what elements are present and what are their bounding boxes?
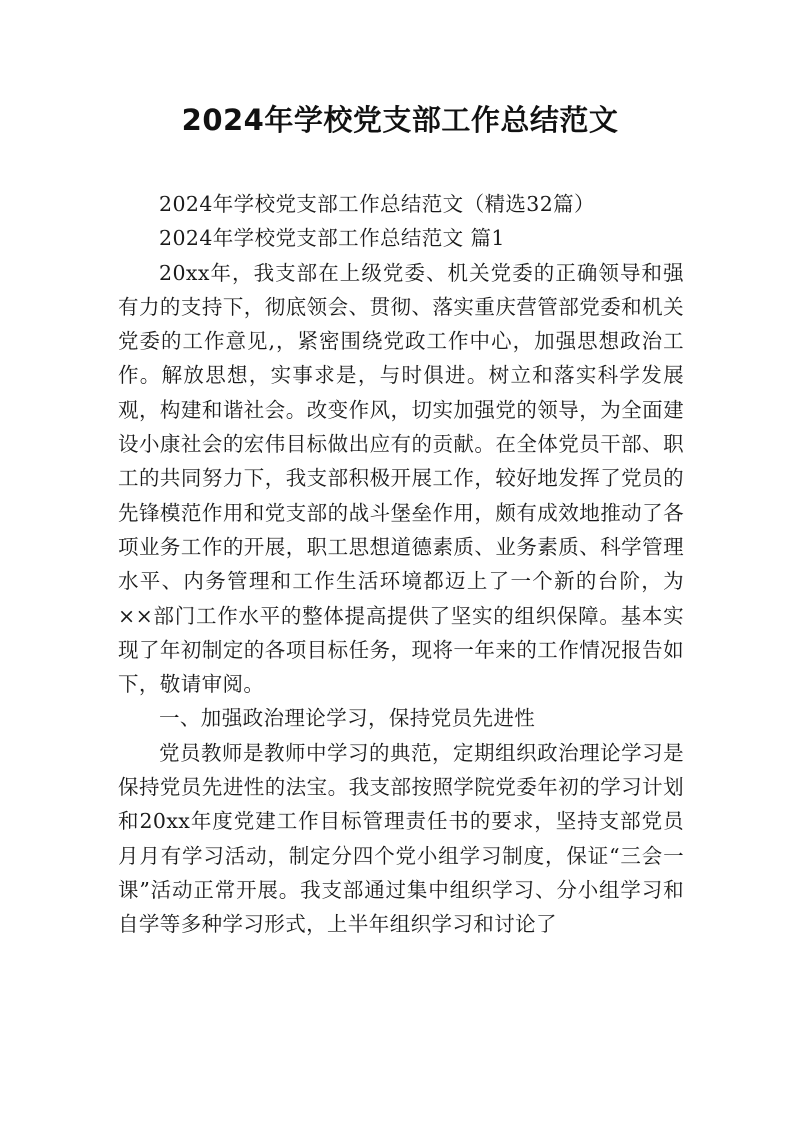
document-subtitle: 2024年学校党支部工作总结范文（精选32篇） [159, 192, 595, 216]
document-title: 2024年学校党支部工作总结范文 [181, 103, 619, 137]
article-heading: 2024年学校党支部工作总结范文 篇1 [159, 226, 505, 251]
section-heading: 一、加强政治理论学习，保持党员先进性 [159, 706, 536, 731]
paragraph: 党员教师是教师中学习的典范，定期组织政治理论学习是保持党员先进性的法宝。我支部按照学院党委年初的学习计划和20xx年度党建工作目标管理责任书的要求，坚持支部党员月月有学习活动，制定分四个党小组学习制度，保证“三会一课”活动正常开展。我支部通过集中组织学习、分小组学习和自学等多种学习形式，上半年组织学习和讨论了 [118, 740, 684, 937]
paragraph: 20xx年，我支部在上级党委、机关党委的正确领导和强有力的支持下，彻底领会、贯彻、落实重庆营管部党委和机关党委的工作意见,，紧密围绕党政工作中心，加强思想政治工作。解放思想，实事求是，与时俱进。树立和落实科学发展观，构建和谐社会。改变作风，切实加强党的领导，为全面建设小康社会的宏伟目标做出应有的贡献。在全体党员干部、职工的共同努力下，我支部积极开展工作，较好地发挥了党员的先锋模范作用和党支部的战斗堡垒作用，颇有成效地推动了各项业务工作的开展，职工思想道德素质、业务素质、科学管理水平、内务管理和工作生活环境都迈上了一个新的台阶，为××部门工作水平的整体提高提供了坚实的组织保障。基本实现了年初制定的各项目标任务，现将一年来的工作情况报告如下，敬请审阅。 [118, 260, 684, 697]
document-body [118, 187, 684, 942]
